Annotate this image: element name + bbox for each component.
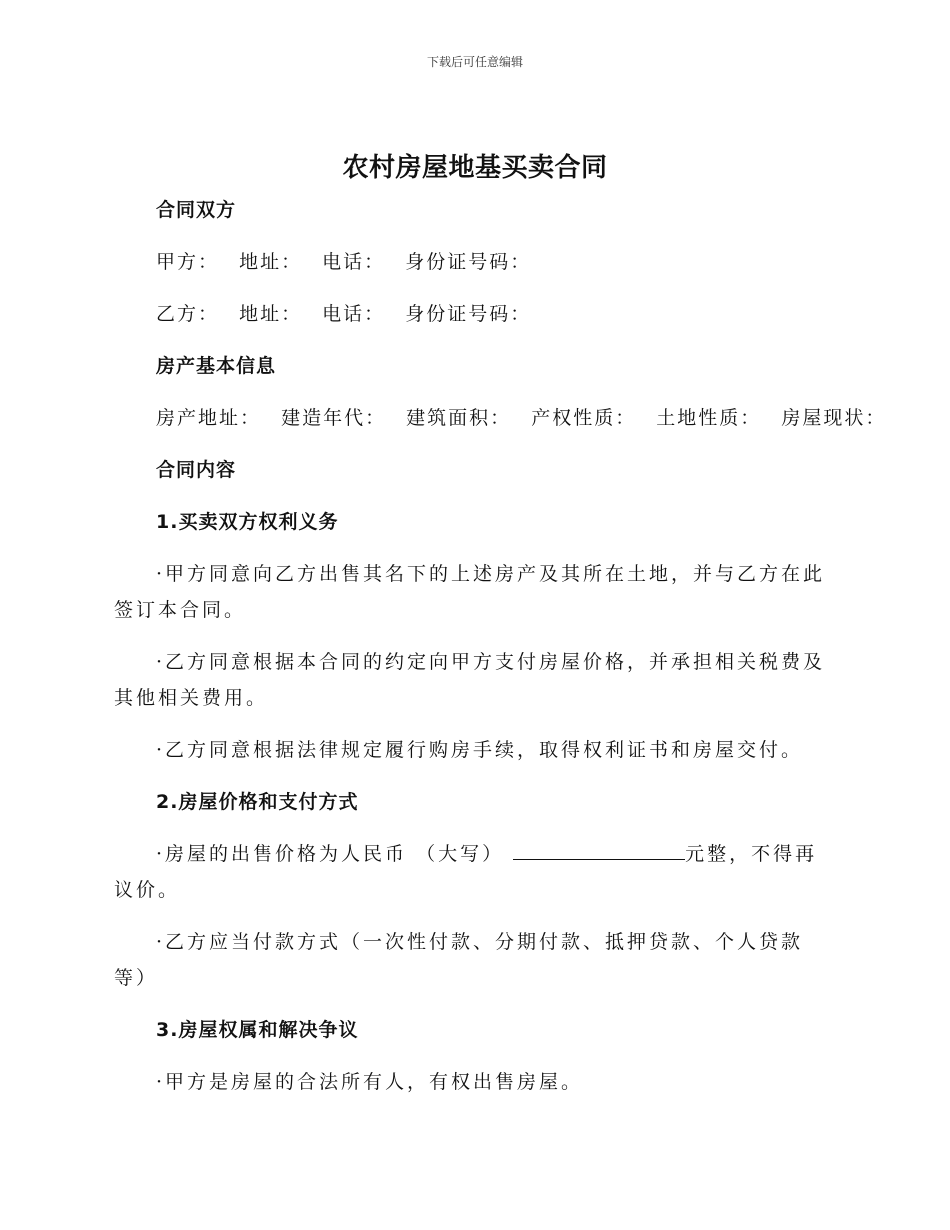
property-land-type-label: 土地性质： (656, 407, 762, 429)
property-area-label: 建筑面积： (406, 407, 512, 429)
party-a-label: 甲方： (156, 251, 220, 273)
party-a-phone-label: 电话： (322, 251, 386, 273)
section-1-heading: 1.买卖双方权利义务 (156, 511, 339, 533)
price-blank-line (513, 837, 685, 860)
property-heading: 房产基本信息 (156, 355, 277, 377)
section-3-item-1: ·甲方是房屋的合法所有人，有权出售房屋。 (156, 1071, 584, 1093)
page-header: 下载后可任意编辑 (426, 55, 523, 69)
section-1-item-3: ·乙方同意根据法律规定履行购房手续，取得权利证书和房屋交付。 (156, 739, 804, 761)
section-3-heading: 3.房屋权属和解决争议 (156, 1019, 359, 1041)
party-b-id-label: 身份证号码： (405, 303, 532, 325)
party-a-address-label: 地址： (239, 251, 303, 273)
property-ownership-label: 产权性质： (531, 407, 637, 429)
price-clause-before: ·房屋的出售价格为人民币 （大写） (156, 843, 514, 865)
property-address-label: 房产地址： (156, 407, 262, 429)
party-b-label: 乙方： (156, 303, 220, 325)
section-2-price-clause (114, 836, 836, 908)
party-a-line (156, 244, 836, 280)
section-1-item-1: ·甲方同意向乙方出售其名下的上述房产及其所在土地，并与乙方在此签订本合同。 (114, 563, 826, 621)
section-1-item-2: ·乙方同意根据本合同的约定向甲方支付房屋价格，并承担相关税费及其他相关费用。 (114, 651, 826, 709)
section-2-payment-clause: ·乙方应当付款方式（一次性付款、分期付款、抵押贷款、个人贷款等） (114, 931, 804, 989)
property-status-label: 房屋现状： (781, 407, 887, 429)
section-2-heading: 2.房屋价格和支付方式 (156, 791, 359, 813)
property-fields-line (156, 400, 887, 436)
party-b-phone-label: 电话： (322, 303, 386, 325)
price-clause-after: 元整，不得再议价。 (114, 843, 818, 901)
party-a-id-label: 身份证号码： (405, 251, 532, 273)
property-built-year-label: 建造年代： (281, 407, 387, 429)
party-b-line (156, 296, 836, 332)
parties-heading: 合同双方 (156, 199, 237, 221)
contract-content-heading: 合同内容 (156, 459, 237, 481)
document-title: 农村房屋地基买卖合同 (342, 153, 608, 183)
party-b-address-label: 地址： (239, 303, 303, 325)
document-body (114, 192, 887, 1116)
